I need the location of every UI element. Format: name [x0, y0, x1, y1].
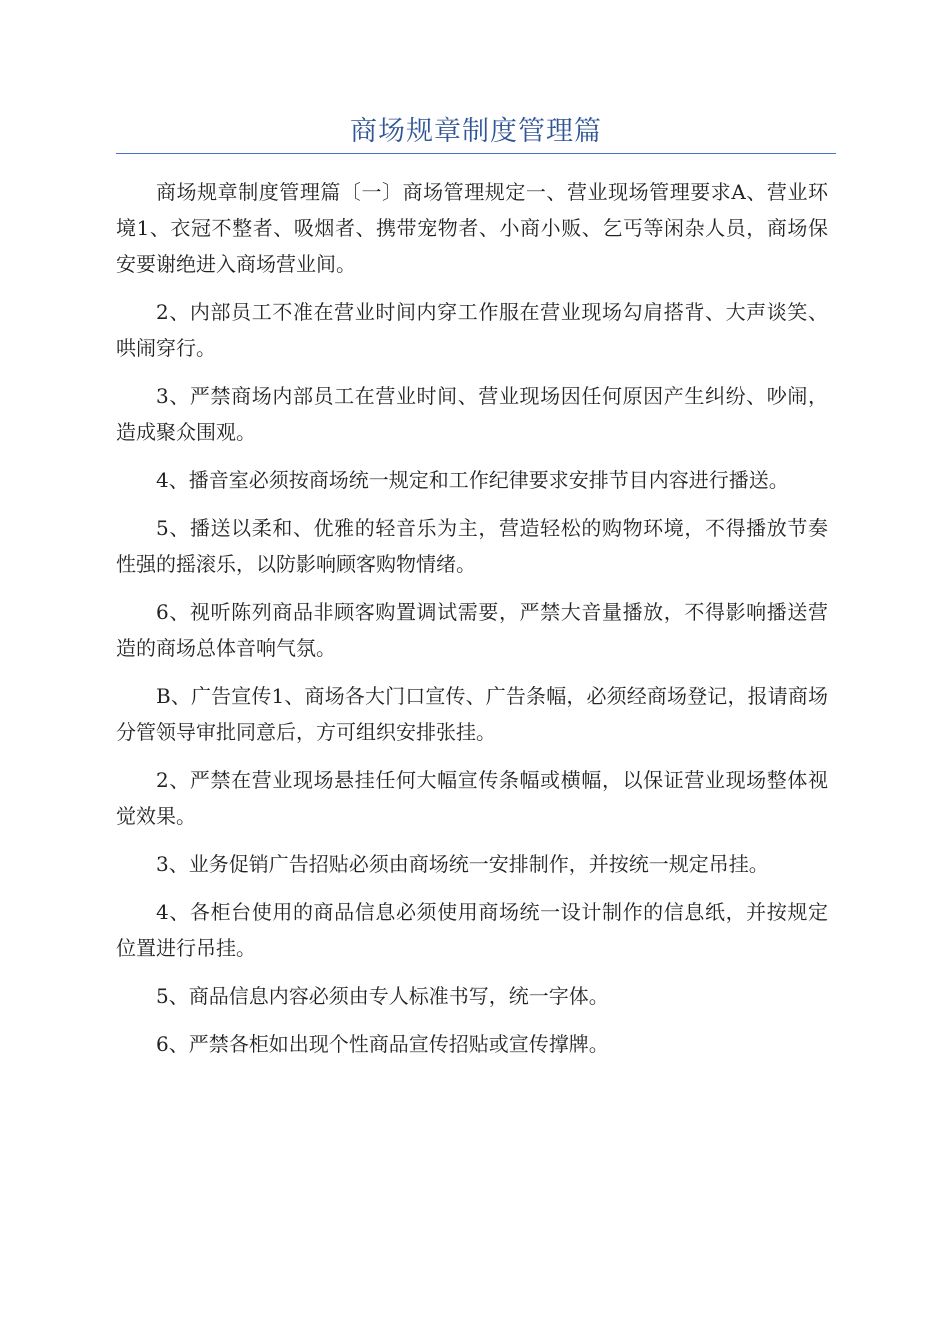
page-title: 商场规章制度管理篇 [350, 116, 602, 147]
title-underline [116, 153, 836, 154]
paragraph-3: 3、严禁商场内部员工在营业时间、营业现场因任何原因产生纠纷、吵闹，造成聚众围观。 [116, 384, 828, 444]
paragraph-6: 6、视听陈列商品非顾客购置调试需要，严禁大音量播放，不得影响播送营造的商场总体音响气氛。 [116, 600, 828, 660]
paragraph-10: 4、各柜台使用的商品信息必须使用商场统一设计制作的信息纸，并按规定位置进行吊挂。 [116, 900, 828, 960]
paragraph-11: 5、商品信息内容必须由专人标准书写，统一字体。 [156, 984, 609, 1008]
paragraph-12: 6、严禁各柜如出现个性商品宣传招贴或宣传撑牌。 [156, 1032, 609, 1056]
paragraph-4: 4、播音室必须按商场统一规定和工作纪律要求安排节目内容进行播送。 [156, 468, 789, 492]
paragraph-1: 商场规章制度管理篇〔一〕商场管理规定一、营业现场管理要求A、营业环境1、衣冠不整者、吸烟者、携带宠物者、小商小贩、乞丐等闲杂人员，商场保安要谢绝进入商场营业间。 [116, 180, 828, 276]
paragraph-5: 5、播送以柔和、优雅的轻音乐为主，营造轻松的购物环境，不得播放节奏性强的摇滚乐，以防影响顾客购物情绪。 [116, 516, 828, 576]
paragraph-7: B、广告宣传1、商场各大门口宣传、广告条幅，必须经商场登记，报请商场分管领导审批同意后，方可组织安排张挂。 [116, 684, 828, 744]
paragraph-8: 2、严禁在营业现场悬挂任何大幅宣传条幅或横幅，以保证营业现场整体视觉效果。 [116, 768, 828, 828]
paragraph-2: 2、内部员工不准在营业时间内穿工作服在营业现场勾肩搭背、大声谈笑、哄闹穿行。 [116, 300, 828, 360]
paragraph-9: 3、业务促销广告招贴必须由商场统一安排制作，并按统一规定吊挂。 [156, 852, 769, 876]
document-body [116, 174, 828, 1074]
